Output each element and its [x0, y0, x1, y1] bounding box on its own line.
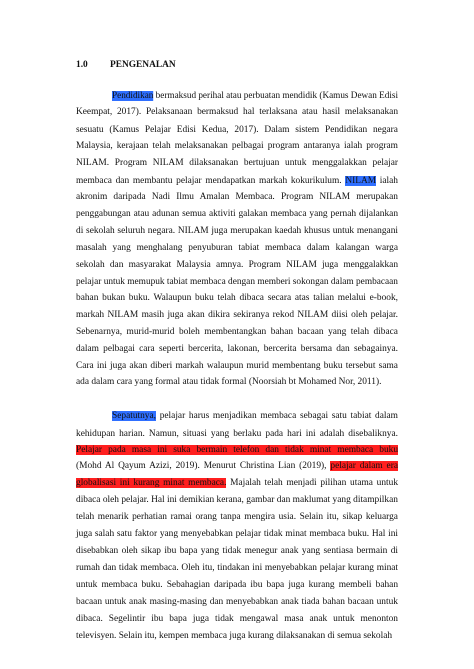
text-line — [76, 343, 398, 355]
text-run: bahan bukan buku. Walaupun buku telah dibaca secara atas talian melalui e-book, — [76, 293, 399, 303]
text-run: bermaksud perihal atau perbuatan mendidik (Kamus Dewan Edisi — [153, 91, 399, 101]
text-line — [76, 562, 398, 574]
text-line — [76, 376, 381, 388]
text-run: dibaca. Segelintir ibu bapa juga tidak mengawal masa anak untuk menonton — [76, 614, 398, 624]
text-line — [76, 208, 398, 220]
text-run: pelajar harus menjadikan membaca sebagai satu tabiat dalam — [156, 411, 398, 421]
text-line — [76, 460, 398, 472]
text-line — [76, 242, 398, 254]
text-run: Majalah telah menjadi pilihan utama untuk — [226, 478, 399, 488]
text-run: NILAM. Program NILAM dilaksanakan bertujuan untuk menggalakkan pelajar — [76, 158, 399, 168]
text-run: bacaan untuk anak masing-masing dan menyebabkan anak tiada bahan bacaan untuk — [76, 597, 398, 607]
text-run: markah NILAM masih juga akan dikira sekiranya rekod NILAM diisi oleh pelajar. — [76, 310, 398, 320]
text-line — [76, 326, 398, 338]
text-line — [76, 545, 398, 557]
text-run: untuk membaca buku. Sebahagian daripada ibu bapa juga kurang membeli bahan — [76, 580, 399, 590]
text-line — [76, 630, 392, 642]
text-line — [76, 106, 398, 118]
text-line — [76, 140, 398, 152]
highlighted-text: globalisasi ini kurang minat membaca. — [76, 478, 227, 488]
text-line — [76, 124, 398, 136]
text-line — [76, 444, 398, 456]
text-line — [112, 90, 398, 102]
text-line — [76, 494, 398, 506]
section-title: PENGENALAN — [110, 60, 176, 70]
text-run: Keempat, 2017). Pelaksanaan bermaksud hal terlaksana atau hasil melaksanakan — [76, 107, 399, 117]
text-run: dalam pelbagai cara seperti bercerita, lakonan, bercerita bersama dan sebagainya. — [76, 344, 398, 354]
text-line — [76, 191, 398, 203]
text-line — [76, 276, 398, 288]
text-run: di sekolah seluruh negara. NILAM juga merupakan kaedah khusus untuk menangani — [76, 226, 398, 236]
text-line — [76, 511, 398, 523]
text-run: pelajar untuk memupuk tabiat membaca dengan memberi sokongan dalam pembacaan — [76, 277, 398, 287]
text-run: kehidupan harian. Namun, situasi yang berlaku pada hari ini adalah disebaliknya. — [76, 429, 398, 439]
highlighted-text: Sepatutnya, — [112, 411, 157, 421]
text-run: televisyen. Selain itu, kempen membaca juga kurang dilaksanakan di semua sekolah — [76, 631, 393, 641]
text-line — [112, 410, 398, 422]
highlighted-text: Pelajar pada masa ini suka bermain telefon dan tidak minat membaca buku — [76, 445, 399, 455]
text-run: ada dalam cara yang formal atau tidak formal (Noorsiah bt Mohamed Nor, 2011). — [76, 377, 382, 387]
text-line — [76, 360, 398, 372]
highlighted-text: Pendidikan — [112, 91, 154, 101]
text-line — [76, 428, 398, 440]
text-run: telah menarik perhatian ramai orang tanpa mengira usia. Selain itu, sikap keluarga — [76, 512, 398, 522]
text-run: Cara ini juga akan diberi markah walaupun murid membentang buku tersebut sama — [76, 361, 398, 371]
text-run: juga salah satu faktor yang menyebabkan pelajar tidak minat membaca buku. Hal ini — [76, 529, 399, 539]
text-run: Malaysia, kerajaan telah melaksanakan pelbagai program antaranya ialah program — [76, 141, 398, 151]
text-line — [76, 225, 398, 237]
section-heading — [76, 60, 176, 70]
text-line — [76, 613, 398, 625]
text-line — [76, 309, 398, 321]
text-line — [76, 579, 398, 591]
text-run: rumah dan tidak membaca. Oleh itu, tindakan ini menyebabkan pelajar kurang minat — [76, 563, 399, 573]
text-run: akronim daripada Nadi Ilmu Amalan Membaca. Program NILAM merupakan — [76, 192, 398, 202]
text-run: masalah yang menghalang penyuburan tabiat membaca dalam kalangan warga — [76, 243, 398, 253]
text-run: ialah — [376, 176, 398, 186]
text-line — [76, 596, 398, 608]
text-line — [76, 292, 398, 304]
section-number: 1.0 — [76, 60, 88, 70]
text-run: disebabkan oleh sikap ibu bapa yang tidak menegur anak yang sentiasa bermain di — [76, 546, 398, 556]
text-line — [76, 477, 398, 489]
highlighted-text: NILAM — [345, 176, 377, 186]
text-line — [76, 259, 398, 271]
text-run: membaca dan membantu pelajar mendapatkan markah kokurikulum. — [76, 176, 346, 186]
text-run: dibaca oleh pelajar. Hal ini demikian kerana, gambar dan maklumat yang ditampilkan — [76, 495, 398, 505]
text-run: penggabungan atau adunan semua aktiviti galakan membaca yang pernah dijalankan — [76, 209, 399, 219]
text-line — [76, 175, 398, 187]
text-run: sekolah dan masyarakat Malaysia amnya. Program NILAM juga menggalakkan — [76, 260, 399, 270]
text-line — [76, 528, 398, 540]
text-line — [76, 157, 398, 169]
text-run: Sebenarnya, murid-murid boleh membentangkan bahan bacaan yang telah dibaca — [76, 327, 398, 337]
highlighted-text: pelajar dalam era — [330, 461, 398, 471]
text-run: sesuatu (Kamus Pelajar Edisi Kedua, 2017). Dalam sistem Pendidikan negara — [76, 125, 398, 135]
text-run: (Mohd Al Qayum Azizi, 2019). Menurut Christina Lian (2019), — [76, 461, 331, 471]
